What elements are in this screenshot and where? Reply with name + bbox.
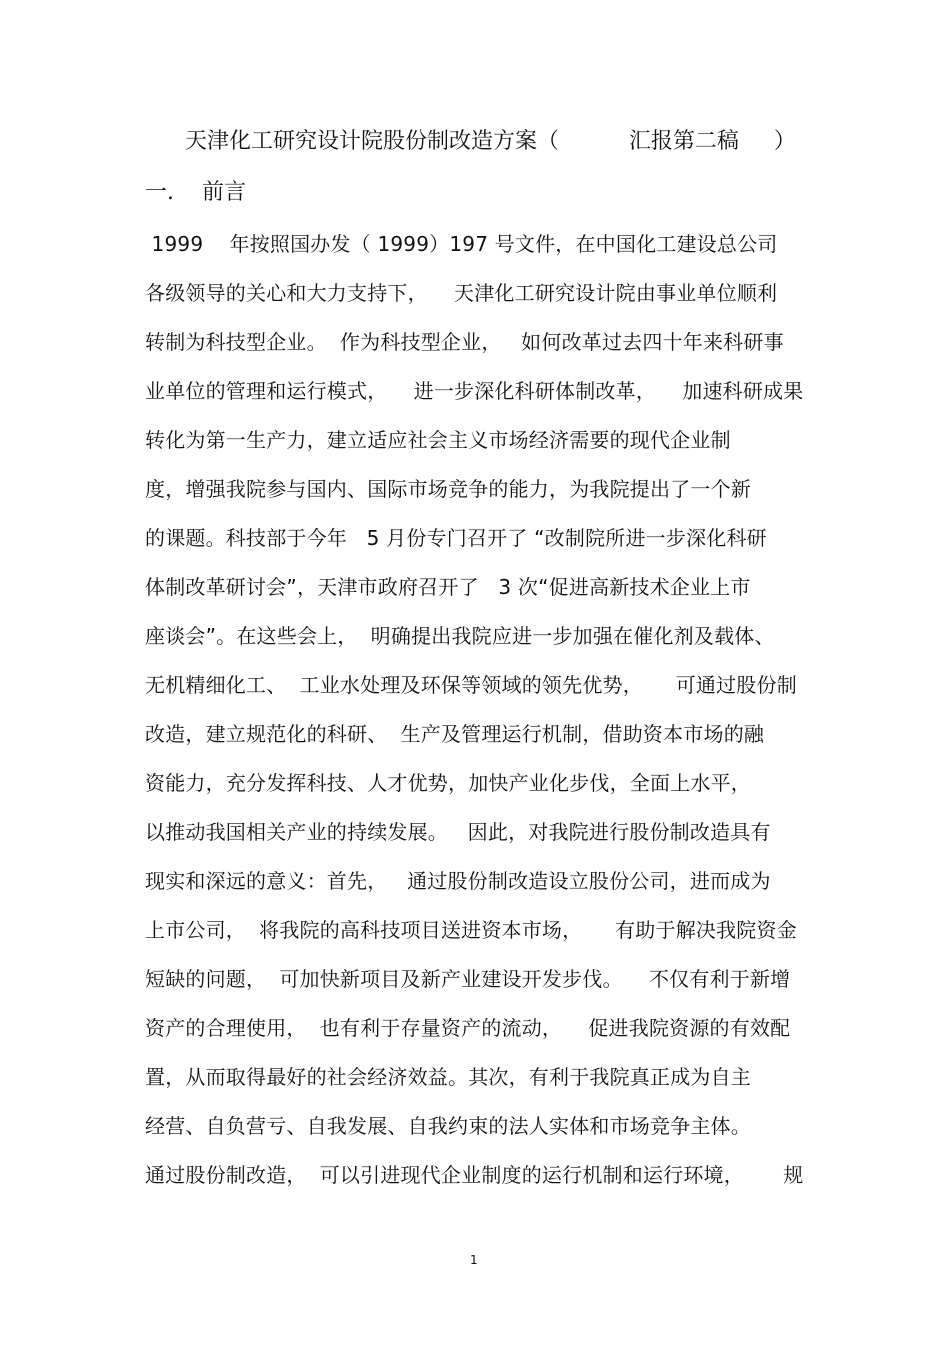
body-line: 的课题。科技部于今年 5 月份专门召开了 “改制院所进一步深化科研 [145, 526, 767, 550]
body-line: 资产的合理使用， 也有利于存量资产的流动， 促进我院资源的有效配 [145, 1016, 791, 1040]
body-line: 无机精细化工、 工业水处理及环保等领域的领先优势， 可通过股份制 [145, 673, 797, 697]
body-line: 资能力，充分发挥科技、人才优势，加快产业化步伐，全面上水平， [145, 771, 751, 795]
page-number: 1 [470, 1253, 478, 1267]
section-heading: 一. 前言 [145, 180, 246, 205]
body-line: 上市公司， 将我院的高科技项目送进资本市场， 有助于解决我院资金 [145, 918, 797, 942]
body-line: 度，增强我院参与国内、国际市场竞争的能力，为我院提出了一个新 [145, 477, 751, 501]
document-title: 天津化工研究设计院股份制改造方案（ 汇报第二稿 ） [185, 129, 796, 154]
body-line: 转制为科技型企业。 作为科技型企业， 如何改革过去四十年来科研事 [145, 330, 784, 354]
body-line: 以推动我国相关产业的持续发展。 因此，对我院进行股份制改造具有 [145, 820, 771, 844]
body-line: 1999 年按照国办发（ 1999）197 号文件，在中国化工建设总公司 [145, 232, 778, 256]
body-line: 转化为第一生产力，建立适应社会主义市场经济需要的现代企业制 [145, 428, 731, 452]
body-line: 改造，建立规范化的科研、 生产及管理运行机制，借助资本市场的融 [145, 722, 765, 746]
body-line: 体制改革研讨会”，天津市政府召开了 3 次“促进高新技术企业上市 [145, 575, 751, 599]
body-line: 座谈会”。在这些会上， 明确提出我院应进一步加强在催化剂及载体、 [145, 624, 775, 648]
body-line: 现实和深远的意义：首先， 通过股份制改造设立股份公司，进而成为 [145, 869, 771, 893]
body-line: 业单位的管理和运行模式， 进一步深化科研体制改革， 加速科研成果 [145, 379, 804, 403]
body-line: 短缺的问题， 可加快新项目及新产业建设开发步伐。 不仅有利于新增 [145, 967, 791, 991]
body-line: 各级领导的关心和大力支持下， 天津化工研究设计院由事业单位顺利 [145, 281, 778, 305]
body-line: 经营、自负营亏、自我发展、自我约束的法人实体和市场竞争主体。 [145, 1114, 751, 1138]
body-line: 通过股份制改造， 可以引进现代企业制度的运行机制和运行环境， 规 [145, 1163, 804, 1187]
body-line: 置，从而取得最好的社会经济效益。其次，有利于我院真正成为自主 [145, 1065, 751, 1089]
